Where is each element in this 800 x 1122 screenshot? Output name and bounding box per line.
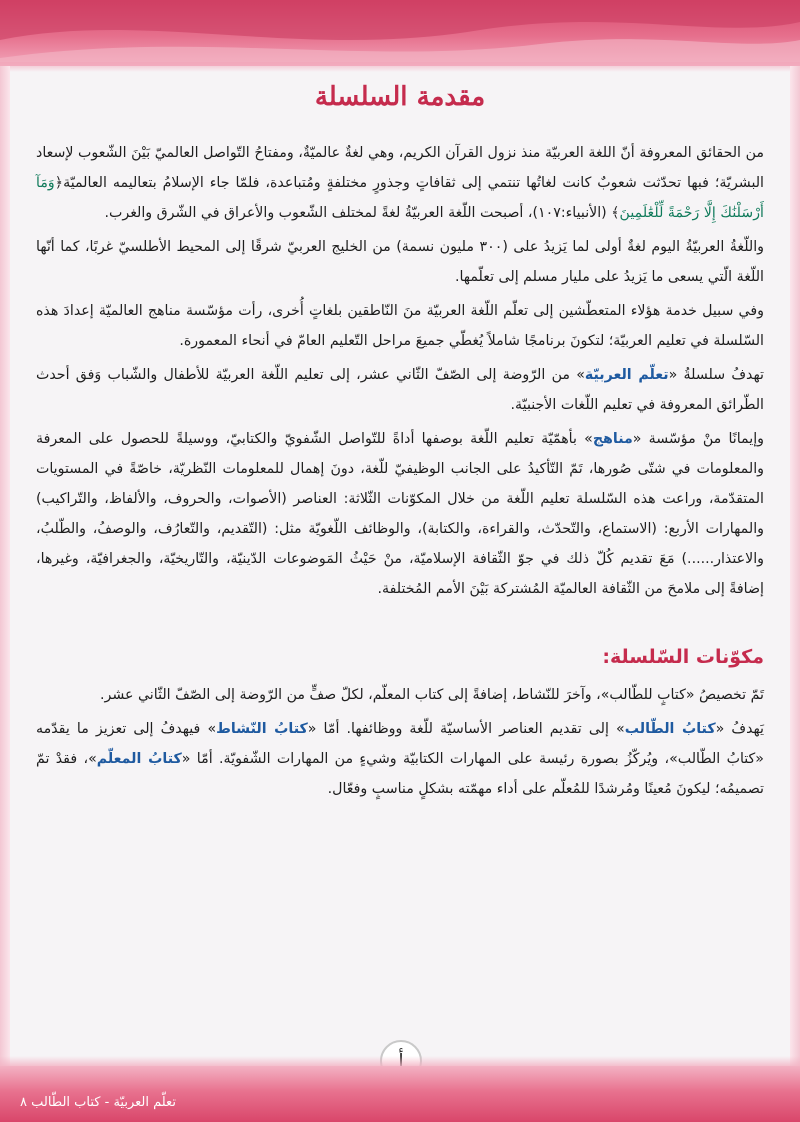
footer-book-title: تعلّم العربيّة - كتاب الطّالب ٨ bbox=[20, 1095, 176, 1110]
paragraph-text: تهدفُ سلسلةُ « bbox=[668, 367, 764, 383]
paragraph-text: » من الرّوضة إلى الصّفّ الثّاني عشر، إلى تعليم اللّغة العربيّة للأطفال والشّباب وَفق أحدث الطّرائق المعروفة في تعليم اللّغات الأجنبيّة. bbox=[36, 367, 764, 413]
activity-book-label: كتابُ النّشاط bbox=[216, 721, 308, 737]
left-border-stripe bbox=[0, 66, 10, 1066]
quran-verse: وَمَآ أَرْسَلْنَٰكَ إِلَّا رَحْمَةً لِّلْعَٰلَمِينَ bbox=[36, 175, 764, 221]
top-banner bbox=[0, 0, 800, 66]
section-title-components: مكوّنات السّلسلة: bbox=[602, 646, 764, 668]
series-name: تعلّم العربيّة bbox=[584, 367, 669, 383]
intro-paragraph-4 bbox=[36, 360, 764, 420]
paragraph-text: يَهدفُ « bbox=[715, 721, 764, 737]
student-book-label: كتابُ الطّالب bbox=[624, 721, 716, 737]
banner-wave-decoration bbox=[0, 0, 800, 66]
intro-paragraph-2: واللّغةُ العربيّةُ اليوم لغةٌ أولى لما يَزيدُ على (٣٠٠ مليون نسمة) من الخليج العربيّ شرقًا إلى المحيط الأطلسيّ غربًا، كما أنّها اللّغة الّتي يسعى ما يَزيدُ على مليار مسلم إلى تعلّمها. bbox=[36, 239, 765, 285]
paragraph-text: » بأهمّيّة تعليم اللّغة بوصفها أداةً للتّواصل الشّفويّ والكتابيّ، ووسيلةً للحصول على المعرفة والمعلومات في شتّى صُورها، تَمّ التّأكيدُ على الجانب الوظيفيّ للّغة، دونَ إهمال للمعلومات النّظريّة، خاصّةً في المستويات المتقدّمة، وراعت هذه السّلسلة تعليم اللّغة من خلال المكوّنات الثّلاثة: العناصر (الأصوات، والحروف، والألفاظ، والتّراكيب) والمهارات الأربع: (الاستماع، والتّحدّث، والقراءة، والكتابة)، والوظائف اللّغويّة مثل: (التّقديم، والتّعارُف، والوصفُ، والطّلبُ، والاعتذار......) مَعَ تقديم كُلّ ذلك في جوّ الثّقافة الإسلاميّة، منْ حَيْثُ المَوضوعات الدّينيّة، والتّاريخيّة، والجغرافيّة، وغيرها، إضافةً إلى ملامحَ من الثّقافة العالميّة المُشتركة بَيْنَ الأمم المُختلفة. bbox=[36, 431, 764, 597]
paragraph-text: ﴾ (الأنبياء:١٠٧)، أصبحت اللّغة العربيّةُ لغةً لمختلف الشّعوب والأعراق في الشّرق والغرب. bbox=[104, 205, 620, 221]
components-paragraph-2 bbox=[36, 714, 764, 804]
components-paragraph-1: تَمّ تخصيصُ «كتابٍ للطّالب»، وآخرَ للنّشاط، إضافةً إلى كتاب المعلّم، لكلّ صفٍّ من الرّوضة إلى الصّفّ الثّاني عشر. bbox=[100, 687, 764, 703]
page-title: مقدمة السلسلة bbox=[314, 82, 486, 112]
teacher-book-label: كتابُ المعلّم bbox=[96, 751, 182, 767]
paragraph-text: » إلى تقديم العناصر الأساسيّة للّغة ووظائفها. أمّا « bbox=[307, 721, 625, 737]
paragraph-text: »، فقدْ تمّ تصميمُه؛ ليكونَ مُعينًا ومُرشدًا للمُعلّم على أداء مهمّته بشكلٍ مناسبٍ وفعّال. bbox=[36, 751, 764, 797]
right-border-stripe bbox=[790, 66, 800, 1066]
paragraph-text: » فيهدفُ إلى تعزيز ما يقدّمه «كتابُ الطّالب»، ويُركّزُ بصورة رئيسة على المهارات الكتابيّة وشيءٍ من المهارات الشّفويّة. أمّا « bbox=[36, 721, 764, 767]
paragraph-text: وإيمانًا منْ مؤسّسة « bbox=[632, 431, 764, 447]
paragraph-text: من الحقائق المعروفة أنّ اللغة العربيّة منذ نزول القرآن الكريم، وهي لغةٌ عالميّةٌ، ومفتاحُ التّواصل العالميّ بَيْنَ الشّعوب لإسعاد البشريّة؛ فبها تحدّثت شعوبٌ كانت لغاتُها تنتمي إلى ثقافاتٍ وجذورٍ مختلفةٍ ومُتباعدة، فلمّا جاء الإسلامُ بتعاليمه العالميّة﴿ bbox=[36, 145, 764, 191]
publisher-name: مناهج bbox=[592, 431, 633, 447]
intro-paragraph-3: وفي سبيل خدمة هؤلاء المتعطّشين إلى تعلّم اللّغة العربيّة منَ النّاطقين بلغاتٍ أُخرى، رأت مؤسّسة مناهج العالميّة إعدادَ هذه السّلسلة في تعليم العربيّة؛ لتكونَ برنامجًا شاملاً يُغطّي جميعَ مراحل التّعليم العامّ في أنحاء المعمورة. bbox=[36, 303, 764, 349]
intro-paragraph-5 bbox=[36, 424, 764, 604]
page-content bbox=[36, 82, 764, 808]
intro-paragraph-1 bbox=[36, 138, 764, 228]
bottom-banner bbox=[0, 1066, 800, 1122]
